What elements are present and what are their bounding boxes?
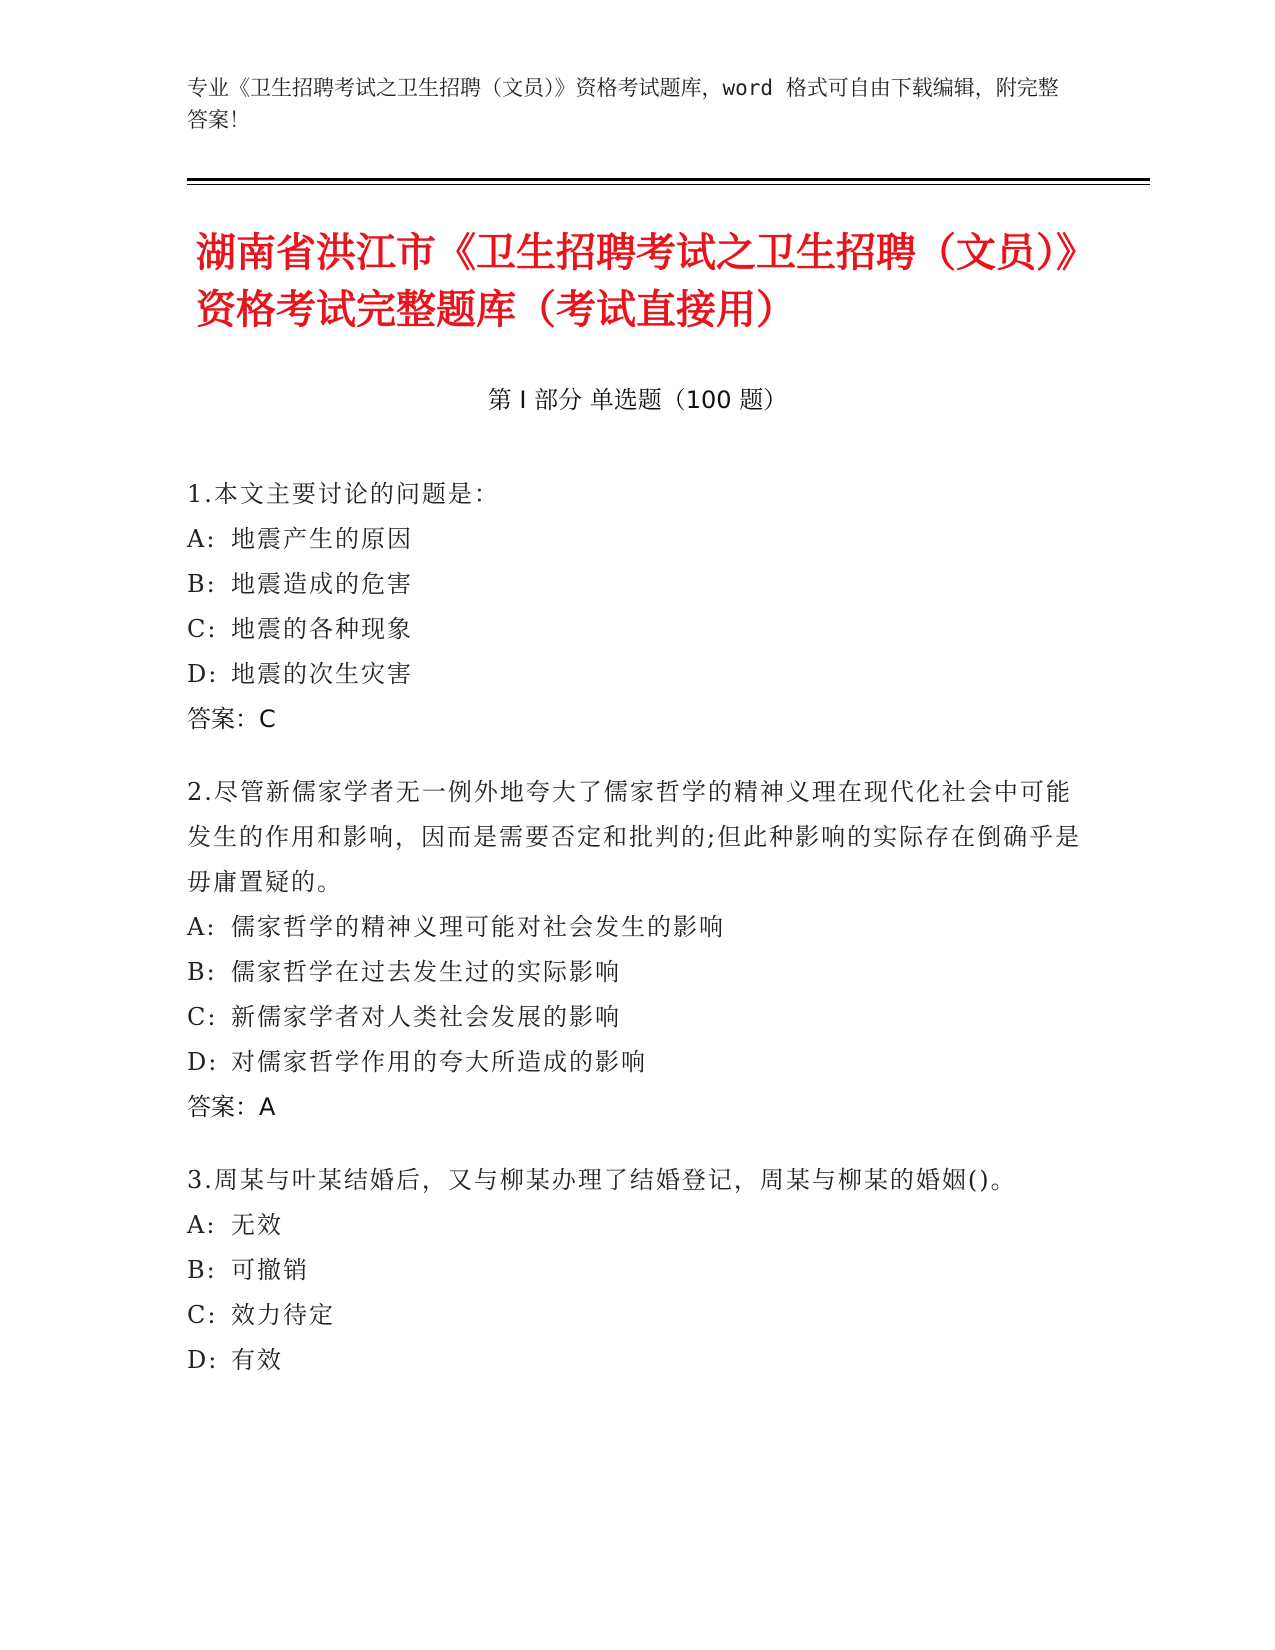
option-letter: C:: [187, 615, 218, 643]
document-title: 湖南省洪江市《卫生招聘考试之卫生招聘（文员）》资格考试完整题库（考试直接用）: [196, 230, 1096, 333]
option-text: 有效: [231, 1346, 283, 1374]
option-text: 地震的次生灾害: [231, 660, 413, 688]
option-letter: B:: [187, 1256, 217, 1284]
question-stem: 3.周某与叶某结婚后，又与柳某办理了结婚登记，周某与柳某的婚姻()。: [187, 1166, 1017, 1194]
option-text: 无效: [231, 1211, 283, 1239]
option-b: [187, 950, 1087, 995]
option-letter: B:: [187, 958, 217, 986]
question-1: [187, 472, 1087, 742]
option-text: 效力待定: [231, 1301, 335, 1329]
option-letter: A:: [187, 913, 217, 941]
option-letter: A:: [187, 525, 217, 553]
question-2: [187, 770, 1087, 1130]
option-d: [187, 652, 1087, 697]
option-a: [187, 1203, 1087, 1248]
answer-line: 答案：A: [187, 1093, 276, 1121]
option-text: 地震造成的危害: [231, 570, 413, 598]
option-b: [187, 1248, 1087, 1293]
option-d: [187, 1338, 1087, 1383]
option-text: 儒家哲学的精神义理可能对社会发生的影响: [231, 913, 725, 941]
option-letter: D:: [187, 1048, 219, 1076]
option-text: 地震产生的原因: [231, 525, 413, 553]
option-text: 对儒家哲学作用的夸大所造成的影响: [231, 1048, 647, 1076]
option-letter: A:: [187, 1211, 217, 1239]
answer-line: 答案：C: [187, 705, 276, 733]
option-letter: C:: [187, 1003, 218, 1031]
question-stem: 2.尽管新儒家学者无一例外地夸大了儒家哲学的精神义理在现代化社会中可能发生的作用和影响，因而是需要否定和批判的;但此种影响的实际存在倒确乎是毋庸置疑的。: [187, 778, 1082, 896]
option-a: [187, 905, 1087, 950]
option-c: [187, 1293, 1087, 1338]
section-heading: 第 I 部分 单选题（100 题）: [487, 386, 788, 414]
header-rule-thick: [187, 178, 1150, 181]
option-text: 地震的各种现象: [231, 615, 413, 643]
question-stem: 1.本文主要讨论的问题是：: [187, 480, 500, 508]
header-note: 专业《卫生招聘考试之卫生招聘（文员）》资格考试题库，word 格式可自由下载编辑，附完整答案！: [187, 76, 1059, 132]
option-c: [187, 995, 1087, 1040]
option-letter: C:: [187, 1301, 218, 1329]
question-3: [187, 1158, 1087, 1383]
option-text: 可撤销: [231, 1256, 309, 1284]
option-letter: D:: [187, 1346, 219, 1374]
option-letter: B:: [187, 570, 217, 598]
option-c: [187, 607, 1087, 652]
option-letter: D:: [187, 660, 219, 688]
option-a: [187, 517, 1087, 562]
header-rule-thin: [187, 184, 1150, 185]
option-d: [187, 1040, 1087, 1085]
option-text: 儒家哲学在过去发生过的实际影响: [231, 958, 621, 986]
question-list: [187, 472, 1087, 1411]
option-b: [187, 562, 1087, 607]
option-text: 新儒家学者对人类社会发展的影响: [231, 1003, 621, 1031]
